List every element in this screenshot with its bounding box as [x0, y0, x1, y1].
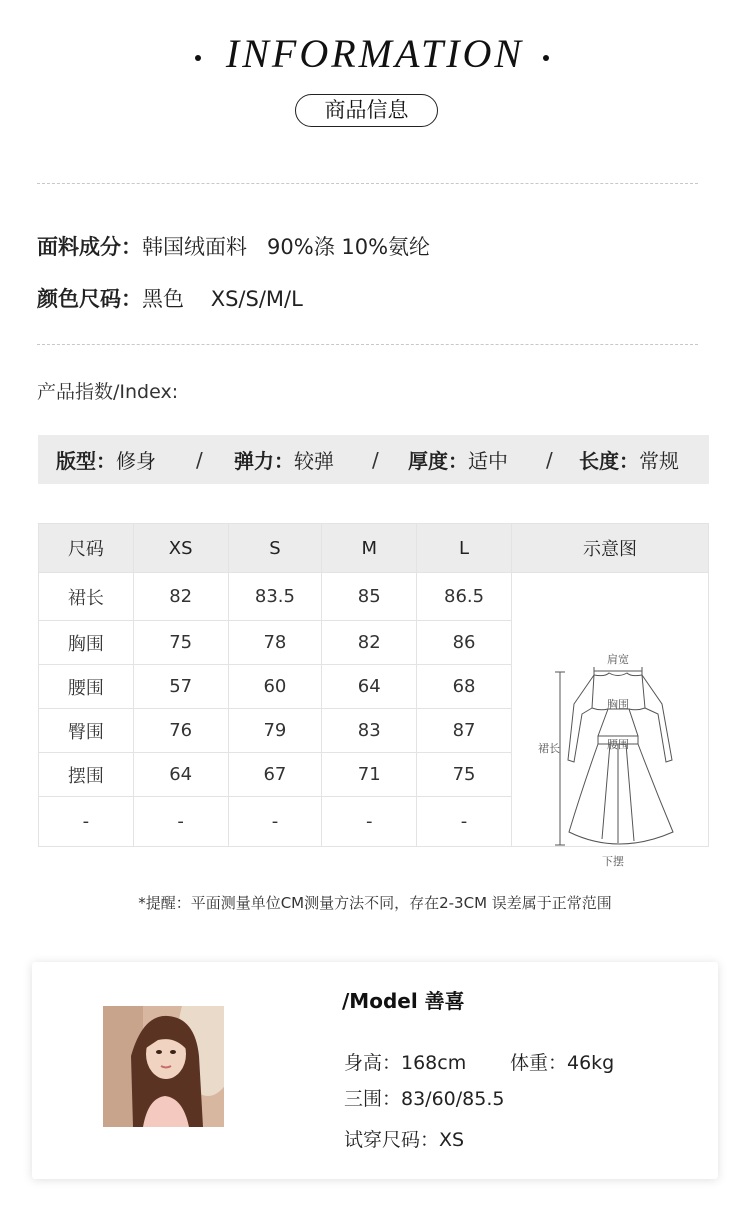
header-cell: M: [322, 524, 417, 573]
header-cell: 尺码: [39, 524, 134, 573]
table-cell: 75: [133, 621, 228, 665]
table-cell: -: [133, 797, 228, 847]
model-weight: 体重：46kg: [510, 1052, 615, 1074]
row-label: -: [39, 797, 134, 847]
table-cell: 57: [133, 665, 228, 709]
index-separator: /: [546, 447, 553, 472]
table-cell: 85: [322, 573, 417, 621]
table-cell: 75: [417, 753, 512, 797]
product-index-bar: [38, 435, 709, 484]
table-header-row: [39, 524, 709, 573]
section-subtitle-pill: 商品信息: [295, 94, 438, 127]
chest-label: 胸围: [606, 698, 629, 711]
table-row: [39, 573, 709, 621]
index-fit: 版型：修身: [56, 449, 156, 473]
table-cell: 71: [322, 753, 417, 797]
index-elasticity: 弹力：较弹: [234, 449, 334, 473]
index-separator: /: [372, 447, 379, 472]
table-cell: -: [417, 797, 512, 847]
divider-top: [37, 183, 698, 184]
table-cell: 82: [133, 573, 228, 621]
row-label: 腰围: [39, 665, 134, 709]
row-label: 摆围: [39, 753, 134, 797]
table-cell: -: [322, 797, 417, 847]
table-cell: 64: [322, 665, 417, 709]
header-cell: 示意图: [511, 524, 708, 573]
index-length: 长度：常规: [579, 449, 679, 473]
fabric-row: [37, 231, 430, 261]
model-name: /Model 善喜: [342, 989, 465, 1013]
fabric-value: 韩国绒面料 90%涤 10%氨纶: [142, 235, 431, 259]
table-cell: 68: [417, 665, 512, 709]
table-cell: 83: [322, 709, 417, 753]
table-cell: 64: [133, 753, 228, 797]
color-size-value: 黑色 XS/S/M/L: [142, 287, 303, 311]
row-label: 裙长: [39, 573, 134, 621]
table-cell: 86.5: [417, 573, 512, 621]
size-table: [38, 523, 709, 868]
table-cell: 76: [133, 709, 228, 753]
model-portrait-image: [103, 1006, 224, 1127]
table-cell: 78: [228, 621, 322, 665]
shoulder-label: 肩宽: [606, 653, 629, 666]
index-label: 产品指数/Index:: [37, 381, 179, 403]
title-dot-left: [195, 55, 201, 61]
table-cell: 60: [228, 665, 322, 709]
table-cell: -: [228, 797, 322, 847]
information-title: INFORMATION: [225, 31, 525, 76]
title-dot-right: [543, 55, 549, 61]
model-photo: [103, 1006, 224, 1127]
row-label: 臀围: [39, 709, 134, 753]
table-cell: 87: [417, 709, 512, 753]
measurement-note: *提醒：平面测量单位CM测量方法不同，存在2-3CM 误差属于正常范围: [138, 894, 612, 912]
color-size-label: 颜色尺码：: [37, 287, 142, 311]
index-separator: /: [196, 447, 203, 472]
table-cell: 67: [228, 753, 322, 797]
table-cell: 83.5: [228, 573, 322, 621]
fabric-label: 面料成分：: [37, 235, 142, 259]
model-measurements: 三围：83/60/85.5: [344, 1088, 505, 1110]
model-size-tried: 试穿尺码：XS: [344, 1129, 465, 1151]
length-label: 裙长: [537, 742, 560, 755]
waist-label: 腰围: [606, 738, 629, 751]
header-cell: L: [417, 524, 512, 573]
row-label: 胸围: [39, 621, 134, 665]
index-thickness: 厚度：适中: [408, 449, 508, 473]
header-cell: S: [228, 524, 322, 573]
table-cell: 79: [228, 709, 322, 753]
model-height: 身高：168cm: [344, 1052, 467, 1074]
table-cell: 86: [417, 621, 512, 665]
color-size-row: [37, 283, 303, 313]
dress-diagram-cell: [511, 573, 708, 868]
divider-middle: [37, 344, 698, 345]
table-cell: 82: [322, 621, 417, 665]
hem-label: 下摆: [601, 855, 624, 868]
header-cell: XS: [133, 524, 228, 573]
